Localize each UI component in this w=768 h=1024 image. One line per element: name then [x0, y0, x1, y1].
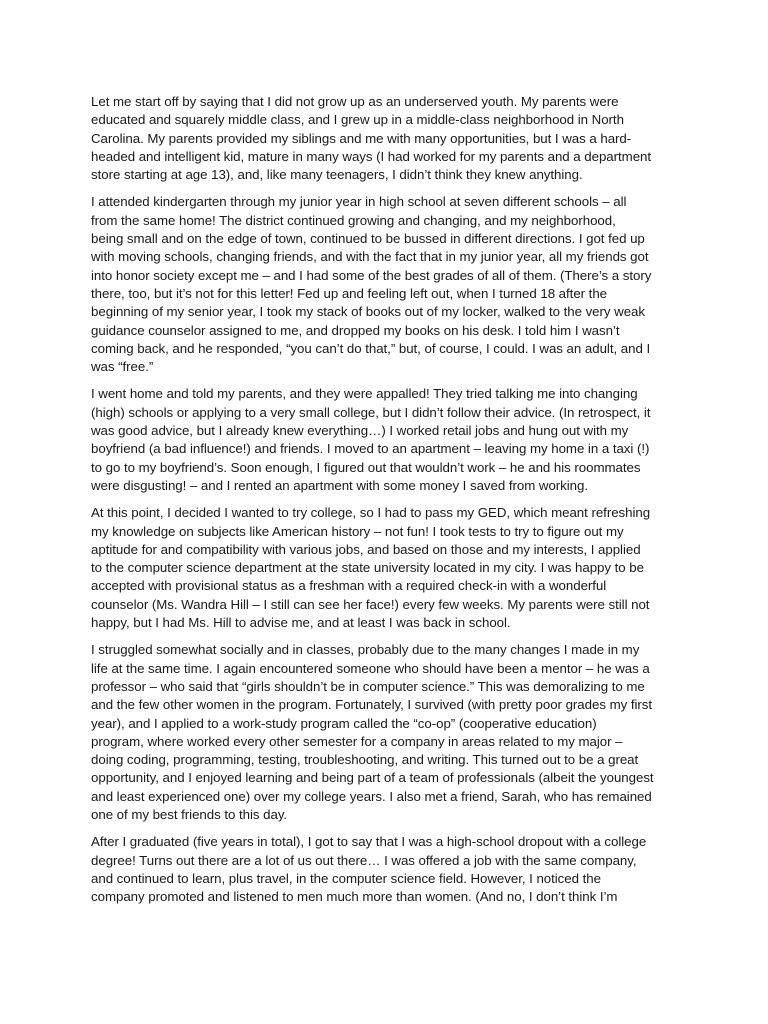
text-line: my knowledge on subjects like American history – not fun! I took tests to try to figure out my — [91, 523, 624, 539]
text-line: program, where worked every other semester for a company in areas related to my major – — [91, 733, 623, 749]
text-line: boyfriend (a bad influence!) and friends. I moved to an apartment – leaving my home in a taxi (!) — [91, 441, 650, 457]
text-line: company promoted and listened to men much more than women. (And no, I don’t think I’m — [91, 889, 618, 905]
text-line: to go to my boyfriend’s. Soon enough, I figured out that wouldn’t work – he and his roommates — [91, 459, 641, 475]
document-page — [91, 93, 689, 915]
text-line: I went home and told my parents, and they were appalled! They tried talking me into changing — [91, 386, 638, 402]
text-line: from the same home! The district continued growing and changing, and my neighborhood, — [91, 212, 616, 228]
text-line: with moving schools, changing friends, and with the fact that in my junior year, all my friends got — [91, 249, 649, 265]
text-line: degree! Turns out there are a lot of us out there… I was offered a job with the same company, — [91, 852, 637, 868]
text-line: was good advice, but I already knew everything…) I worked retail jobs and hung out with my — [91, 423, 629, 439]
text-line: After I graduated (five years in total), I got to say that I was a high-school dropout with a college — [91, 834, 647, 850]
text-line: one of my best friends to this day. — [91, 806, 288, 822]
text-line: beginning of my senior year, I took my stack of books out of my locker, walked to the very weak — [91, 304, 645, 320]
text-line: into honor society except me – and I had some of the best grades of all of them. (There’s a story — [91, 267, 652, 283]
text-line: Carolina. My parents provided my siblings and me with many opportunities, but I was a hard- — [91, 130, 632, 146]
text-line: was “free.” — [91, 359, 154, 375]
text-line: I struggled somewhat socially and in classes, probably due to the many changes I made in my — [91, 642, 640, 658]
text-line: opportunity, and I enjoyed learning and being part of a team of professionals (albeit the youngest — [91, 770, 654, 786]
text-line: store starting at age 13), and, like many teenagers, I didn’t think they knew anything. — [91, 167, 583, 183]
text-line: At this point, I decided I wanted to try college, so I had to pass my GED, which meant refreshing — [91, 505, 651, 521]
text-line: were disgusting! – and I rented an apartment with some money I saved from working. — [91, 477, 589, 493]
text-line: accepted with provisional status as a freshman with a required check-in with a wonderful — [91, 578, 607, 594]
paragraph-1 — [91, 93, 689, 184]
text-line: being small and on the edge of town, continued to be bussed in different directions. I got fed up — [91, 231, 645, 247]
paragraph-3 — [91, 385, 689, 495]
text-line: year), and I applied to a work-study program called the “co-op” (cooperative education) — [91, 715, 597, 731]
text-line: there, too, but it’s not for this letter! Fed up and feeling left out, when I turned 18 after the — [91, 285, 608, 301]
text-line: and the few other women in the program. Fortunately, I survived (with pretty poor grades my first — [91, 697, 653, 713]
text-line: and least experienced one) over my college years. I also met a friend, Sarah, who has remained — [91, 788, 652, 804]
text-line: to the computer science department at the state university located in my city. I was happy to be — [91, 560, 644, 576]
text-line: coming back, and he responded, “you can’t do that,” but, of course, I could. I was an adult, and I — [91, 340, 651, 356]
text-line: I attended kindergarten through my junior year in high school at seven different schools – all — [91, 194, 627, 210]
text-line: happy, but I had Ms. Hill to advise me, and at least I was back in school. — [91, 615, 511, 631]
text-line: professor – who said that “girls shouldn’t be in computer science.” This was demoralizing to me — [91, 678, 645, 694]
paragraph-6 — [91, 833, 689, 906]
text-line: Let me start off by saying that I did not grow up as an underserved youth. My parents were — [91, 94, 619, 109]
text-line: doing coding, programming, testing, troubleshooting, and writing. This turned out to be a great — [91, 752, 639, 768]
text-line: (high) schools or applying to a very small college, but I didn’t follow their advice. (In retrospect, it — [91, 404, 651, 420]
text-line: aptitude for and compatibility with various jobs, and based on those and my interests, I applied — [91, 541, 641, 557]
text-line: and continued to learn, plus travel, in the computer science field. However, I noticed the — [91, 870, 601, 886]
paragraph-5 — [91, 641, 689, 824]
text-line: educated and squarely middle class, and I grew up in a middle-class neighborhood in North — [91, 112, 624, 128]
text-line: counselor (Ms. Wandra Hill – I still can see her face!) every few weeks. My parents were still not — [91, 596, 650, 612]
text-line: life at the same time. I again encountered someone who should have been a mentor – he was a — [91, 660, 650, 676]
paragraph-4 — [91, 504, 689, 632]
text-line: guidance counselor assigned to me, and dropped my books on his desk. I told him I wasn’t — [91, 322, 620, 338]
paragraph-2 — [91, 193, 689, 376]
text-line: headed and intelligent kid, mature in many ways (I had worked for my parents and a department — [91, 148, 652, 164]
